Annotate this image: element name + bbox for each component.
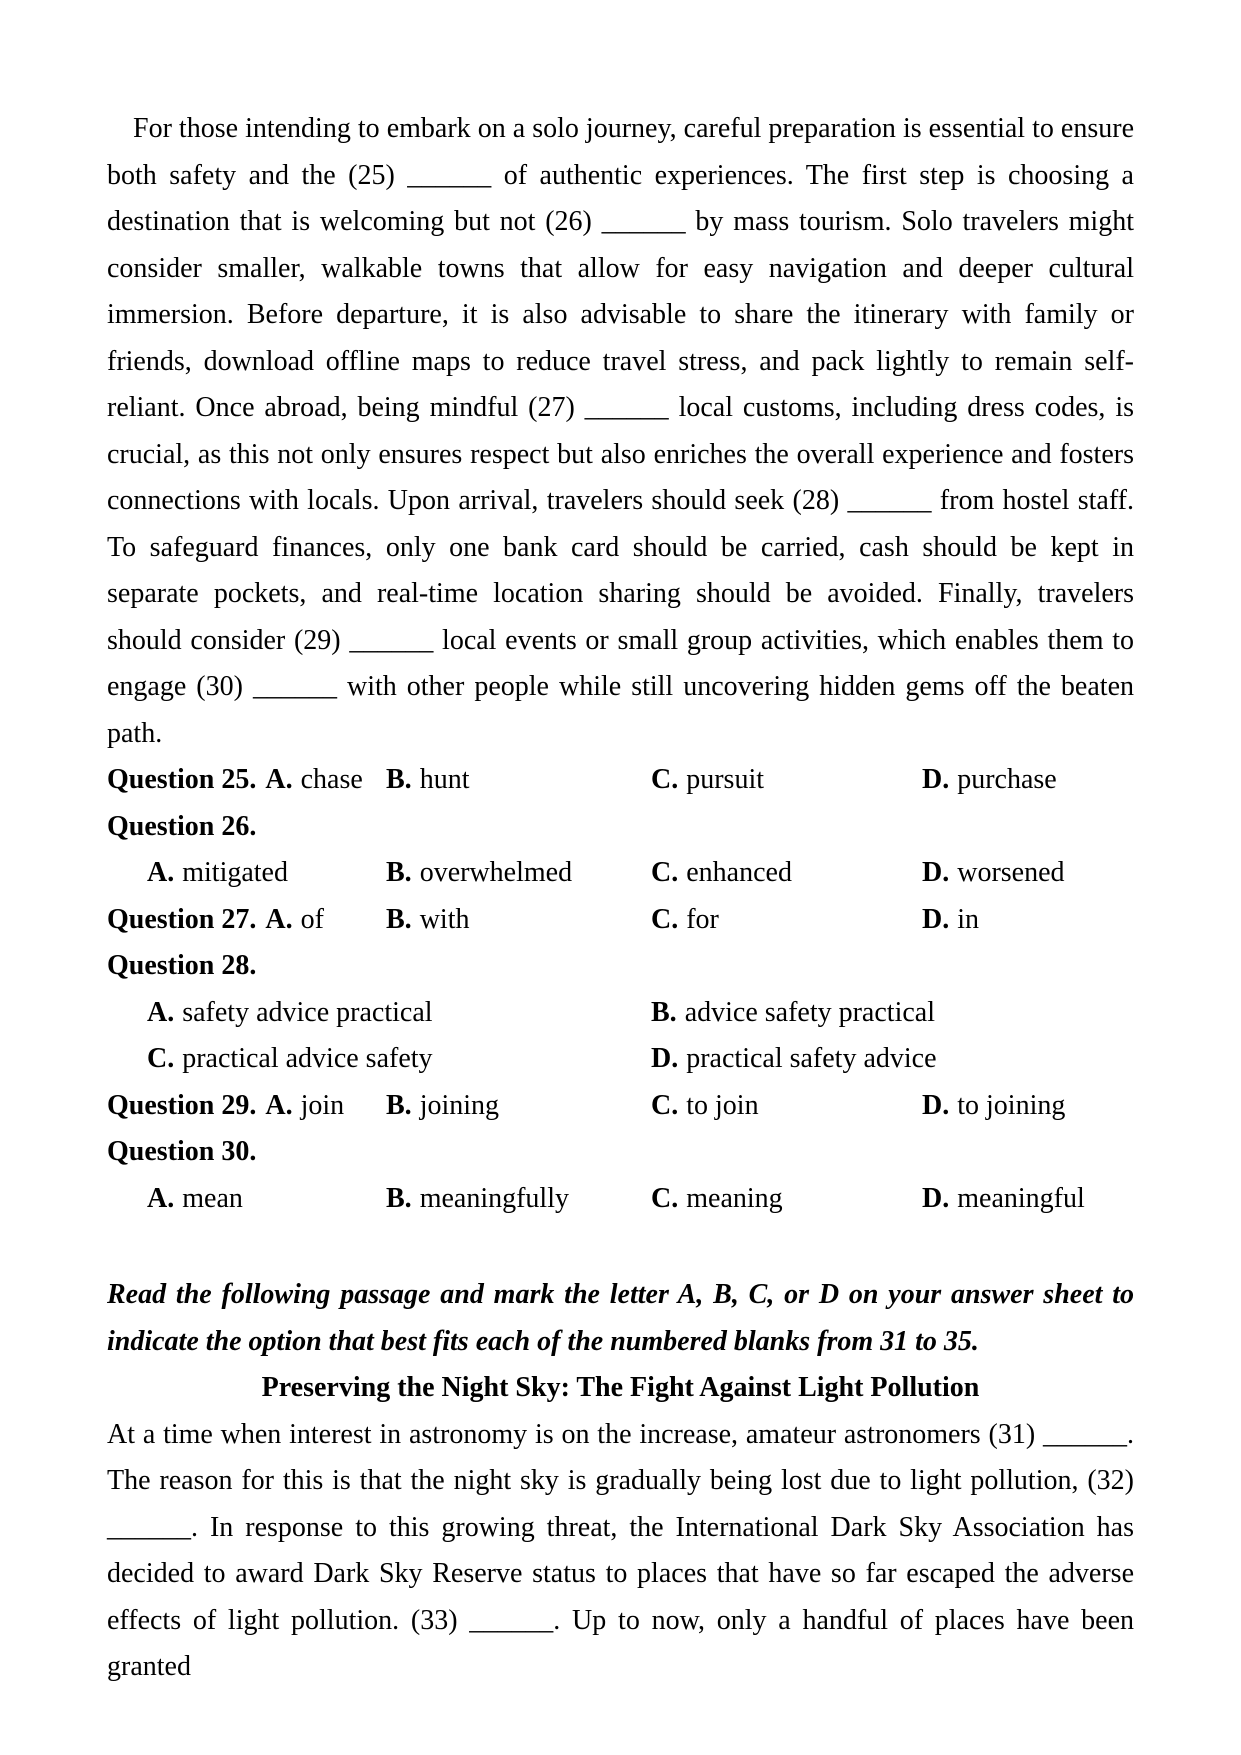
question-29-cell-d bbox=[922, 1083, 1134, 1130]
option-text: to joining bbox=[957, 1089, 1066, 1121]
option-letter: D. bbox=[922, 857, 950, 888]
question-29-cell-a bbox=[107, 1083, 386, 1130]
option-letter: B. bbox=[386, 1089, 412, 1121]
option-text: meaningful bbox=[957, 1182, 1085, 1214]
cloze-passage-25-30: For those intending to embark on a solo journey, careful preparation is essential to ensure both safety and the (25) ______ of authentic experiences. The first step is choosing a destination that is welcoming but not (26) ______ by mass tourism. Solo travelers might consider smaller, walkable towns that allow for easy navigation and deeper cultural immersion. Before departure, it is also advisable to share the itinerary with family or friends, download offline maps to reduce travel stress, and pack lightly to remain self-reliant. Once abroad, being mindful (27) ______ local customs, including dress codes, is crucial, as this not only ensures respect but also enriches the overall experience and fosters connections with locals. Upon arrival, travelers should seek (28) ______ from hostel staff. To safeguard finances, only one bank card should be carried, cash should be kept in separate pockets, and real-time location sharing should be avoided. Finally, travelers should consider (29) ______ local events or small group activities, which enables them to engage (30) ______ with other people while still uncovering hidden gems off the beaten path. bbox=[107, 113, 1134, 749]
option-letter: D. bbox=[922, 1182, 950, 1214]
option-letter: C. bbox=[651, 857, 679, 888]
question-27-cell-c bbox=[651, 897, 922, 944]
option-text: practical safety advice bbox=[686, 1043, 937, 1074]
option-letter: B. bbox=[386, 1182, 412, 1214]
question-27-cell-a bbox=[107, 897, 386, 944]
question-26-cell-a bbox=[107, 850, 386, 897]
question-26-cell-c bbox=[651, 850, 922, 897]
option-letter: D. bbox=[651, 1043, 679, 1074]
option-letter: C. bbox=[651, 903, 679, 935]
passage-2-title: Preserving the Night Sky: The Fight Against Light Pollution bbox=[261, 1372, 980, 1403]
option-text: advice safety practical bbox=[684, 996, 935, 1028]
question-28-cell-c bbox=[107, 1036, 651, 1083]
question-28-label: Question 28. bbox=[107, 950, 257, 981]
option-text: join bbox=[300, 1089, 345, 1121]
question-29-row bbox=[107, 1083, 1134, 1130]
option-text: purchase bbox=[957, 764, 1057, 795]
question-27-row bbox=[107, 897, 1134, 944]
option-text: in bbox=[957, 903, 980, 935]
question-30-options-row bbox=[107, 1176, 1134, 1223]
option-text: meaning bbox=[686, 1182, 783, 1214]
option-text: to join bbox=[686, 1089, 759, 1121]
option-letter: C. bbox=[651, 1182, 679, 1214]
option-text: enhanced bbox=[686, 857, 792, 888]
question-26-label: Question 26. bbox=[107, 810, 257, 842]
question-29-cell-b bbox=[386, 1083, 651, 1130]
option-letter: D. bbox=[922, 764, 950, 795]
question-28-cell-b bbox=[651, 990, 1134, 1037]
option-letter: B. bbox=[386, 764, 412, 795]
option-letter: A. bbox=[265, 903, 293, 935]
question-30-cell-a bbox=[107, 1176, 386, 1223]
option-letter: A. bbox=[265, 764, 293, 795]
question-27-label: Question 27. bbox=[107, 903, 257, 935]
option-text: worsened bbox=[957, 857, 1065, 888]
option-letter: B. bbox=[386, 903, 412, 935]
cloze-passage-31-35: At a time when interest in astronomy is on the increase, amateur astronomers (31) ______. The reason for this is that the night sky is gradually being lost due to light pollution, (32) ______. In response to this growing threat, the International Dark Sky Association has decided to award Dark Sky Reserve status to places that have so far escaped the adverse effects of light pollution. (33) ______. Up to now, only a handful of places have been granted bbox=[107, 1418, 1134, 1682]
option-letter: A. bbox=[147, 857, 175, 888]
option-text: practical advice safety bbox=[182, 1043, 433, 1074]
question-28-options-row-2 bbox=[107, 1036, 1134, 1083]
option-text: meaningfully bbox=[419, 1182, 569, 1214]
question-30-cell-b bbox=[386, 1176, 651, 1223]
option-letter: C. bbox=[651, 764, 679, 795]
option-text: pursuit bbox=[686, 764, 765, 795]
question-29-cell-c bbox=[651, 1083, 922, 1130]
option-text: of bbox=[300, 903, 324, 935]
option-text: for bbox=[686, 903, 719, 935]
option-text: with bbox=[419, 903, 470, 935]
option-letter: B. bbox=[651, 996, 677, 1028]
option-text: safety advice practical bbox=[182, 996, 433, 1028]
option-text: chase bbox=[300, 764, 363, 795]
option-text: hunt bbox=[419, 764, 470, 795]
option-letter: A. bbox=[265, 1089, 293, 1121]
question-26-cell-b bbox=[386, 850, 651, 897]
question-28-options-row-1 bbox=[107, 990, 1134, 1037]
question-27-cell-b bbox=[386, 897, 651, 944]
option-text: mean bbox=[182, 1182, 243, 1214]
option-letter: D. bbox=[922, 903, 950, 935]
option-letter: A. bbox=[147, 1182, 175, 1214]
question-26-options-row bbox=[107, 850, 1134, 897]
question-30-label: Question 30. bbox=[107, 1136, 257, 1167]
option-letter: C. bbox=[651, 1089, 679, 1121]
question-30-cell-d bbox=[922, 1176, 1134, 1223]
question-26-cell-d bbox=[922, 850, 1134, 897]
option-text: overwhelmed bbox=[419, 857, 573, 888]
option-text: joining bbox=[419, 1089, 500, 1121]
question-30-cell-c bbox=[651, 1176, 922, 1223]
question-25-cell-b bbox=[386, 757, 651, 804]
option-letter: A. bbox=[147, 996, 175, 1028]
question-25-cell-c bbox=[651, 757, 922, 804]
question-28-cell-d bbox=[651, 1036, 1134, 1083]
question-28-cell-a bbox=[107, 990, 651, 1037]
option-text: mitigated bbox=[182, 857, 288, 888]
option-letter: B. bbox=[386, 857, 412, 888]
question-25-row bbox=[107, 757, 1134, 804]
question-27-cell-d bbox=[922, 897, 1134, 944]
question-25-cell-a bbox=[107, 757, 386, 804]
question-25-cell-d bbox=[922, 757, 1134, 804]
question-29-label: Question 29. bbox=[107, 1089, 257, 1121]
option-letter: C. bbox=[147, 1043, 175, 1074]
section-instruction-31-35: Read the following passage and mark the letter A, B, C, or D on your answer sheet to indicate the option that best fits each of the numbered blanks from 31 to 35. bbox=[107, 1279, 1134, 1357]
option-letter: D. bbox=[922, 1089, 950, 1121]
question-25-label: Question 25. bbox=[107, 764, 257, 795]
